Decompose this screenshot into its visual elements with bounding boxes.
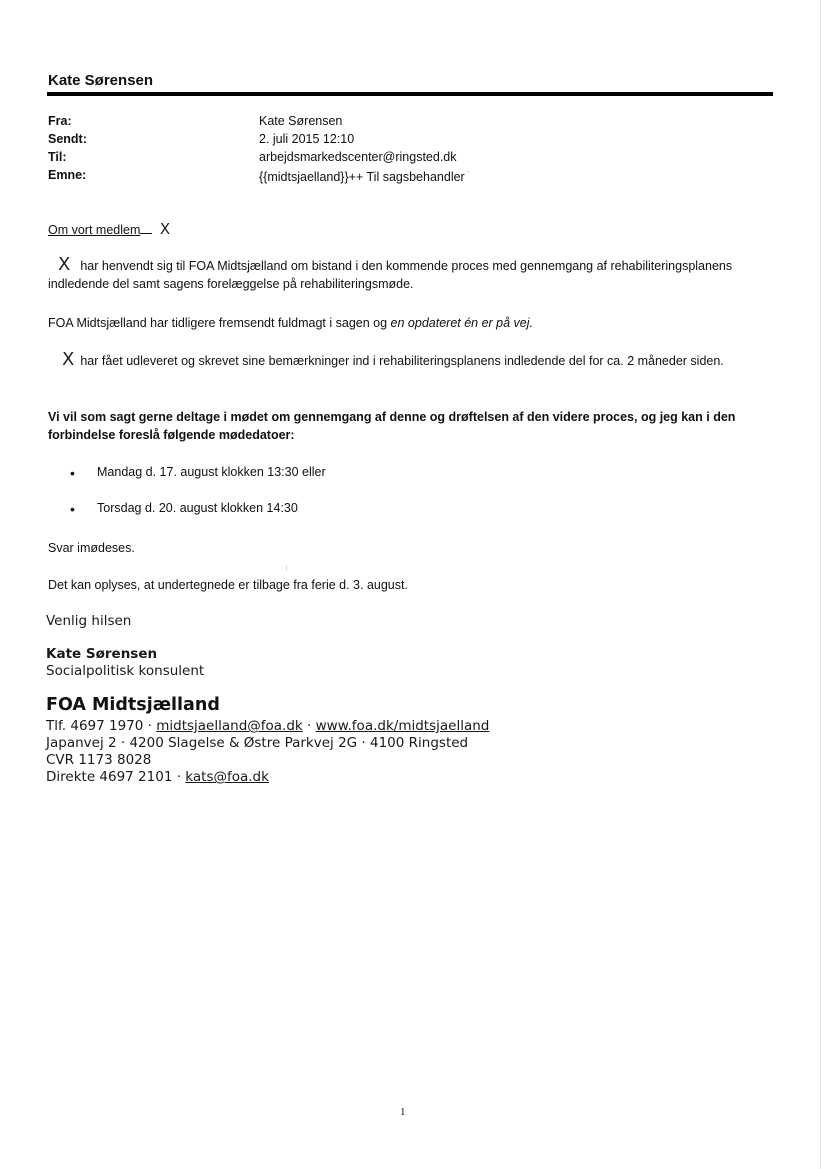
signature-role: Socialpolitisk konsulent	[46, 663, 205, 679]
paragraph-1	[48, 256, 778, 293]
separator: ·	[307, 718, 312, 734]
from-label: Fra:	[48, 114, 72, 128]
paragraph-2	[48, 314, 778, 332]
reply-line: Svar imødeses.	[48, 541, 135, 555]
list-item-text: Mandag d. 17. august klokken 13:30 eller	[97, 465, 326, 479]
from-row	[48, 112, 469, 130]
paragraph-4: Vi vil som sagt gerne deltage i mødet om gennemgang af denne og drøftelsen af den videre proces, og jeg kan i den forbindelse foreslå følgende mødedatoer:	[48, 410, 736, 442]
scan-speck	[286, 566, 287, 570]
paragraph-2-italic: en opdateret én er på vej.	[390, 316, 534, 330]
scan-edge-line	[820, 0, 821, 1169]
subject-line-text: Om vort medlem	[48, 223, 141, 237]
organization-name: FOA Midtsjælland	[46, 695, 220, 715]
paragraph-2-text: FOA Midtsjælland har tidligere fremsendt fuldmagt i sagen og	[48, 316, 388, 330]
redaction-mark: X	[159, 220, 171, 238]
title-rule	[47, 92, 773, 96]
email-link[interactable]: midtsjaelland@foa.dk	[156, 718, 303, 734]
body-subject-line	[48, 220, 170, 238]
list-item	[70, 501, 298, 517]
direct-line	[46, 769, 489, 786]
paragraph-3-text: har fået udleveret og skrevet sine bemærkninger ind i rehabiliteringsplanens indledende del for ca. 2 måneder siden.	[80, 354, 724, 368]
sent-row	[48, 130, 469, 148]
paragraph-3	[48, 351, 778, 370]
scan-speck: '	[467, 171, 470, 178]
list-item-text: Torsdag d. 20. august klokken 14:30	[97, 501, 298, 515]
greeting: Venlig hilsen	[46, 613, 132, 629]
sent-label: Sendt:	[48, 132, 87, 146]
signature-name: Kate Sørensen	[46, 646, 158, 662]
website-link[interactable]: www.foa.dk/midtsjaelland	[315, 718, 490, 734]
direct-email-link[interactable]: kats@foa.dk	[185, 769, 269, 785]
redaction-mark: X	[58, 254, 71, 275]
subject-value	[259, 166, 469, 184]
subject-row	[48, 166, 469, 184]
address-line: Japanvej 2 · 4200 Slagelse & Østre Parkvej 2G · 4100 Ringsted	[46, 735, 469, 751]
bullet-icon: •	[70, 501, 75, 517]
phone-text: Tlf. 4697 1970 ·	[46, 718, 152, 734]
subject-label: Emne:	[48, 168, 87, 182]
list-item	[70, 465, 326, 481]
contact-block	[46, 718, 489, 786]
subject-value-text: {{midtsjaelland}}++ Til sagsbehandler	[259, 170, 465, 185]
sender-title: Kate Sørensen	[48, 72, 154, 89]
from-value: Kate Sørensen	[259, 114, 343, 128]
paragraph-1-text: har henvendt sig til FOA Midtsjælland om bistand i den kommende proces med gennemgang af rehabiliteringsplanens indledende del samt sagens forelæggelse på rehabiliteringsmøde.	[48, 259, 733, 291]
bullet-icon: •	[70, 465, 75, 481]
to-row	[48, 148, 469, 166]
to-label: Til:	[48, 150, 67, 164]
info-line: Det kan oplyses, at undertegnede er tilbage fra ferie d. 3. august.	[48, 578, 408, 592]
direct-phone-text: Direkte 4697 2101 ·	[46, 769, 181, 785]
cvr-line: CVR 1173 8028	[46, 752, 152, 768]
to-value: arbejdsmarkedscenter@ringsted.dk	[259, 150, 457, 164]
sent-value: 2. juli 2015 12:10	[259, 132, 355, 146]
phone-line	[46, 718, 489, 735]
redaction-mark: X	[62, 349, 75, 370]
page-number: 1	[400, 1106, 406, 1118]
email-header	[48, 112, 469, 184]
